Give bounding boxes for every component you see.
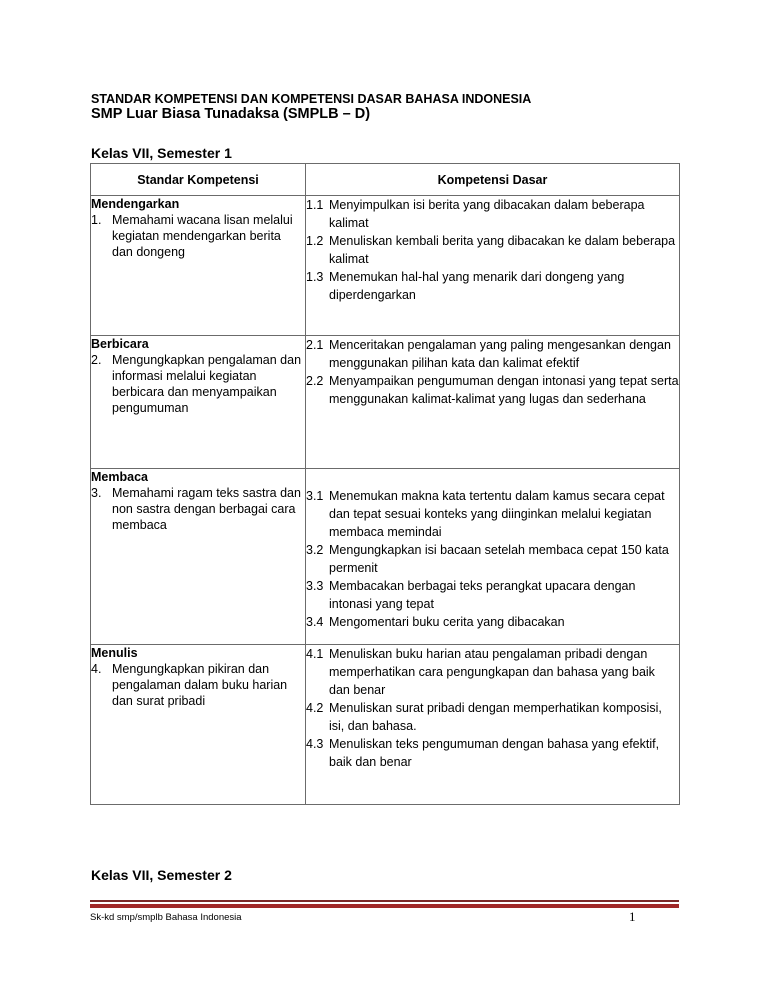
- kd-number: 1.3: [306, 270, 324, 284]
- column-header-kd: Kompetensi Dasar: [306, 164, 680, 196]
- document-subtitle: SMP Luar Biasa Tunadaksa (SMPLB – D): [91, 106, 371, 122]
- kd-cell: [306, 645, 680, 805]
- table-row: [91, 336, 680, 469]
- footer-text: Sk-kd smp/smplb Bahasa Indonesia: [90, 912, 242, 923]
- kd-number: 2.1: [306, 338, 324, 352]
- sk-text: Mengungkapkan pengalaman dan informasi melalui kegiatan berbicara dan menyampaikan pengumuman: [112, 353, 302, 415]
- kd-item: [306, 336, 679, 372]
- kd-text: Menceritakan pengalaman yang paling mengesankan dengan menggunakan pilihan kata dan kalimat efektif: [329, 338, 671, 370]
- kd-number: 4.3: [306, 737, 324, 751]
- kd-text: Mengungkapkan isi bacaan setelah membaca cepat 150 kata permenit: [329, 543, 669, 575]
- kd-item: [306, 699, 679, 735]
- kd-text: Membacakan berbagai teks perangkat upacara dengan intonasi yang tepat: [329, 579, 636, 611]
- kd-number: 4.1: [306, 647, 324, 661]
- kd-number: 3.4: [306, 615, 324, 629]
- kd-item: [306, 613, 679, 631]
- column-header-sk: Standar Kompetensi: [91, 164, 306, 196]
- kd-item: [306, 735, 679, 771]
- footer-rule-thick: [90, 904, 679, 908]
- sk-cell: [91, 645, 306, 805]
- kd-cell: [306, 469, 680, 645]
- sk-cell: [91, 336, 306, 469]
- aspect-label: Berbicara: [91, 337, 149, 351]
- kd-number: 3.1: [306, 489, 324, 503]
- sk-number: 2.: [91, 353, 102, 367]
- kd-text: Menuliskan kembali berita yang dibacakan ke dalam beberapa kalimat: [329, 234, 676, 266]
- kd-item: [306, 487, 679, 541]
- document-title: STANDAR KOMPETENSI DAN KOMPETENSI DASAR BAHASA INDONESIA: [91, 92, 532, 106]
- kd-number: 2.2: [306, 374, 324, 388]
- kd-text: Menemukan hal-hal yang menarik dari dongeng yang diperdengarkan: [329, 270, 625, 302]
- kd-number: 1.2: [306, 234, 324, 248]
- kd-item: [306, 645, 679, 699]
- kd-text: Menyimpulkan isi berita yang dibacakan dalam beberapa kalimat: [329, 198, 645, 230]
- table-header-row: [91, 164, 680, 196]
- kd-item: [306, 372, 679, 408]
- sk-text: Mengungkapkan pikiran dan pengalaman dalam buku harian dan surat pribadi: [112, 662, 288, 708]
- kd-text: Mengomentari buku cerita yang dibacakan: [329, 615, 565, 629]
- kd-item: [306, 196, 679, 232]
- kd-number: 4.2: [306, 701, 324, 715]
- aspect-label: Menulis: [91, 646, 138, 660]
- kd-cell: [306, 196, 680, 336]
- sk-cell: [91, 469, 306, 645]
- kd-item: [306, 541, 679, 577]
- competency-table: [90, 163, 680, 805]
- table-row: [91, 645, 680, 805]
- kd-text: Menyampaikan pengumuman dengan intonasi yang tepat serta menggunakan kalimat-kalimat yang lugas dan sederhana: [329, 374, 679, 406]
- sk-text: Memahami wacana lisan melalui kegiatan mendengarkan berita dan dongeng: [112, 213, 293, 259]
- table-row: [91, 196, 680, 336]
- kd-item: [306, 577, 679, 613]
- kd-text: Menemukan makna kata tertentu dalam kamus secara cepat dan tepat sesuai konteks yang diinginkan melalui kegiatan membaca memindai: [329, 489, 665, 539]
- sk-text: Memahami ragam teks sastra dan non sastra dengan berbagai cara membaca: [112, 486, 301, 532]
- kd-text: Menuliskan teks pengumuman dengan bahasa yang efektif, baik dan benar: [329, 737, 660, 769]
- sk-cell: [91, 196, 306, 336]
- kd-cell: [306, 336, 680, 469]
- kd-number: 3.3: [306, 579, 324, 593]
- sk-number: 4.: [91, 662, 102, 676]
- kd-item: [306, 268, 679, 304]
- table-row: [91, 469, 680, 645]
- kd-number: 1.1: [306, 198, 324, 212]
- kd-text: Menuliskan buku harian atau pengalaman pribadi dengan memperhatikan cara pengungkapan dan bahasa yang baik dan benar: [329, 647, 655, 697]
- aspect-label: Membaca: [91, 470, 148, 484]
- aspect-label: Mendengarkan: [91, 197, 180, 211]
- semester-1-heading: Kelas VII, Semester 1: [91, 145, 232, 161]
- semester-2-heading: Kelas VII, Semester 2: [91, 867, 232, 883]
- kd-text: Menuliskan surat pribadi dengan memperhatikan komposisi, isi, dan bahasa.: [329, 701, 662, 733]
- kd-number: 3.2: [306, 543, 324, 557]
- kd-item: [306, 232, 679, 268]
- sk-number: 3.: [91, 486, 102, 500]
- footer-rule: [90, 900, 679, 902]
- page-number: 1: [629, 909, 636, 924]
- sk-number: 1.: [91, 213, 102, 227]
